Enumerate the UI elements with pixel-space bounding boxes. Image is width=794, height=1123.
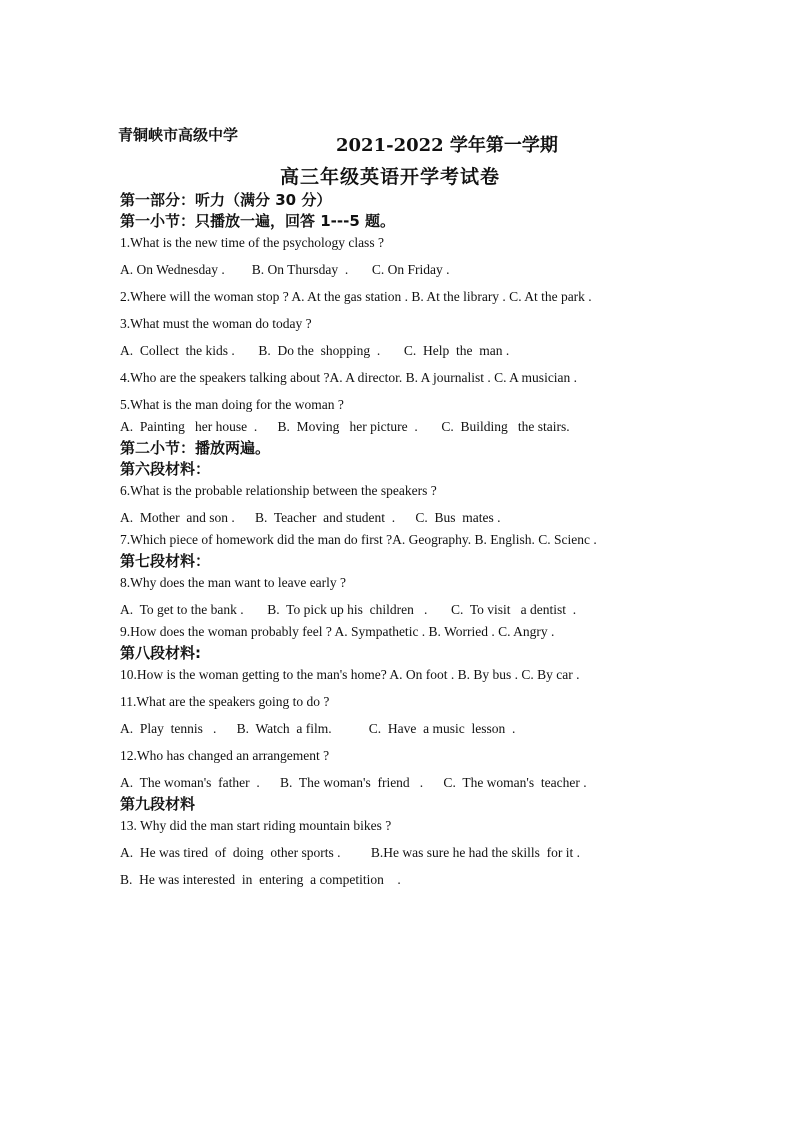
question-12-options: A. The woman's father . B. The woman's friend . C. The woman's teacher .	[120, 775, 587, 790]
year-term-title: 2021-2022 学年第一学期	[336, 135, 558, 156]
question-11-options: A. Play tennis . B. Watch a film. C. Have a music lesson .	[120, 721, 516, 736]
question-12: 12.Who has changed an arrangement ?	[120, 748, 330, 763]
question-11: 11.What are the speakers going to do ?	[120, 694, 330, 709]
question-13-option-b: B. He was interested in entering a competition .	[120, 872, 401, 887]
school-name: 青铜峡市高级中学	[118, 126, 239, 144]
question-5-options: A. Painting her house . B. Moving her picture . C. Building the stairs.	[120, 419, 570, 434]
exam-title: 高三年级英语开学考试卷	[280, 166, 501, 188]
section2-title: 第二小节：播放两遍。	[120, 439, 271, 457]
section1-title: 第一小节：只播放一遍，回答 1---5 题。	[120, 212, 395, 230]
question-3-options: A. Collect the kids . B. Do the shopping . C. Help the man .	[120, 343, 510, 358]
passage8-title: 第八段材料:	[120, 644, 201, 662]
question-9: 9.How does the woman probably feel ? A. Sympathetic . B. Worried . C. Angry .	[120, 624, 555, 639]
question-1: 1.What is the new time of the psychology class ?	[120, 235, 384, 250]
question-6: 6.What is the probable relationship between the speakers ?	[120, 483, 437, 498]
part1-title: 第一部分：听力（满分 30 分）	[120, 191, 332, 209]
question-8: 8.Why does the man want to leave early ?	[120, 575, 347, 590]
question-13-option-a: A. He was tired of doing other sports . B.He was sure he had the skills for it .	[120, 845, 581, 860]
question-3: 3.What must the woman do today ?	[120, 316, 312, 331]
exam-content	[120, 190, 673, 896]
question-10: 10.How is the woman getting to the man's home? A. On foot . B. By bus . C. By car .	[120, 667, 580, 682]
passage6-title: 第六段材料：	[120, 460, 211, 478]
question-6-options: A. Mother and son . B. Teacher and student . C. Bus mates .	[120, 510, 501, 525]
question-13: 13. Why did the man start riding mountain bikes ?	[120, 818, 392, 833]
question-1-options: A. On Wednesday . B. On Thursday . C. On Friday .	[120, 262, 450, 277]
passage9-title: 第九段材料	[120, 795, 196, 813]
question-2: 2.Where will the woman stop ? A. At the gas station . B. At the library . C. At the park .	[120, 289, 592, 304]
question-4: 4.Who are the speakers talking about ?A. A director. B. A journalist . C. A musician .	[120, 370, 578, 385]
passage7-title: 第七段材料：	[120, 552, 211, 570]
question-8-options: A. To get to the bank . B. To pick up his children . C. To visit a dentist .	[120, 602, 577, 617]
question-5: 5.What is the man doing for the woman ?	[120, 397, 344, 412]
question-7: 7.Which piece of homework did the man do first ?A. Geography. B. English. C. Scienc .	[120, 532, 597, 547]
